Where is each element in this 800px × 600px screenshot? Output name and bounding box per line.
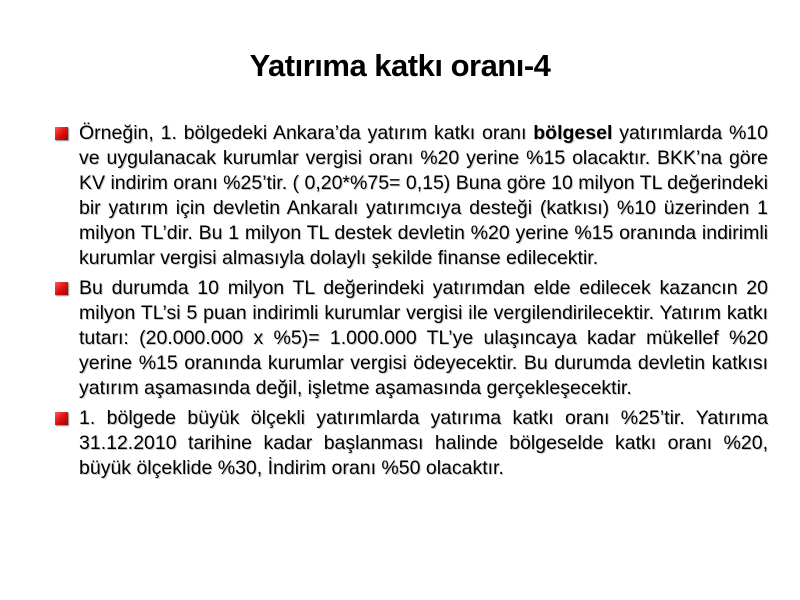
red-square-bullet-icon [55,282,68,295]
bullet-text [79,122,768,269]
red-square-bullet-icon [55,127,68,140]
bullet-list [55,121,768,486]
bullet-text-part: Örneğin, 1. bölgedeki Ankara’da yatırım katkı oranı [79,122,534,144]
bullet-item [55,121,768,271]
red-square-bullet-icon [55,412,68,425]
bullet-text: 1. bölgede büyük ölçekli yatırımlarda yatırıma katkı oranı %25’tir. Yatırıma 31.12.2010 tarihine kadar başlanması halinde bölgeselde katkı oranı %20, büyük ölçeklide %30, İndirim oranı %50 olacaktır. [79,407,768,479]
slide-title: Yatırıma katkı oranı-4 [249,48,551,83]
bullet-text-part: yatırımlarda %10 ve uygulanacak kurumlar vergisi oranı %20 yerine %15 olacaktır. BKK’na göre KV indirim oranı %25’tir. ( 0,20*%75= 0,15) Buna göre 10 milyon TL değerindeki bir yatırım için devletin Ankaralı yatırımcıya desteği (katkısı) %10 üzerinden 1 milyon TL’dir. Bu 1 milyon TL destek devletin %20 yerine %15 oranında indirimli kurumlar vergisi almasıyla dolaylı şekilde finanse edilecektir. [79,122,769,269]
bullet-text: Bu durumda 10 milyon TL değerindeki yatırımdan elde edilecek kazancın 20 milyon TL’si 5 puan indirimli kurumlar vergisi ile vergilendirilecektir. Yatırım katkı tutarı: (20.000.000 x %5)= 1.000.000 TL’ye ulaşıncaya kadar mükellef %20 yerine %15 oranında kurumlar vergisi ödeyecektir. Bu durumda devletin katkısı yatırım aşamasında değil, işletme aşamasında gerçekleşecektir. [79,277,768,399]
bullet-text-bold: bölgesel [533,122,613,144]
bullet-item [55,276,768,401]
bullet-item [55,406,768,481]
